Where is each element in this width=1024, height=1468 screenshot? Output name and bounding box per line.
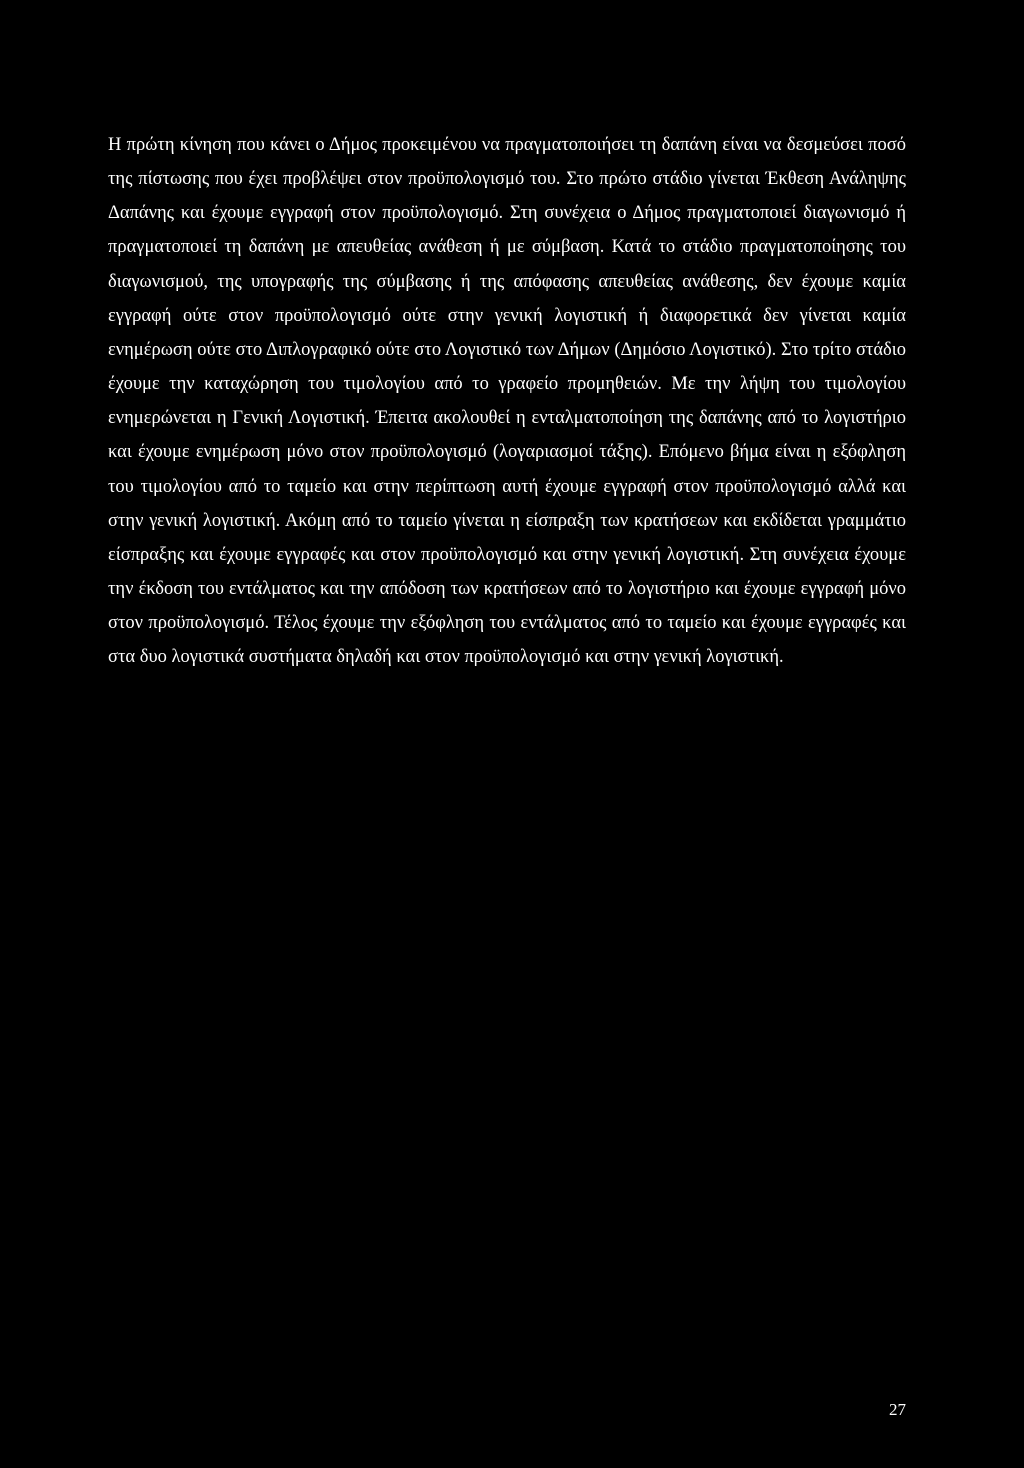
page-number: 27 xyxy=(889,1400,906,1419)
body-paragraph: Η πρώτη κίνηση που κάνει ο Δήμος προκειμένου να πραγματοποιήσει τη δαπάνη είναι να δεσμεύσει ποσό της πίστωσης που έχει προβλέψει στον προϋπολογισμό του. Στο πρώτο στάδιο γίνεται Έκθεση Ανάληψης Δαπάνης και έχουμε εγγραφή στον προϋπολογισμό. Στη συνέχεια ο Δήμος πραγματοποιεί διαγωνισμό ή πραγματοποιεί τη δαπάνη με απευθείας ανάθεση ή με σύμβαση. Κατά το στάδιο πραγματοποίησης του διαγωνισμού, της υπογραφής της σύμβασης ή της απόφασης απευθείας ανάθεσης, δεν έχουμε καμία εγγραφή ούτε στον προϋπολογισμό ούτε στην γενική λογιστική ή διαφορετικά δεν γίνεται καμία ενημέρωση ούτε στο Διπλογραφικό ούτε στο Λογιστικό των Δήμων (Δημόσιο Λογιστικό). Στο τρίτο στάδιο έχουμε την καταχώρηση του τιμολογίου από το γραφείο προμηθειών. Με την λήψη του τιμολογίου ενημερώνεται η Γενική Λογιστική. Έπειτα ακολουθεί η ενταλματοποίηση της δαπάνης από το λογιστήριο και έχουμε ενημέρωση μόνο στον προϋπολογισμό (λογαριασμοί τάξης). Επόμενο βήμα είναι η εξόφληση του τιμολογίου από το ταμείο και στην περίπτωση αυτή έχουμε εγγραφή στον προϋπολογισμό αλλά και στην γενική λογιστική. Ακόμη από το ταμείο γίνεται η είσπραξη των κρατήσεων και εκδίδεται γραμμάτιο είσπραξης και έχουμε εγγραφές και στον προϋπολογισμό και στην γενική λογιστική. Στη συνέχεια έχουμε την έκδοση του εντάλματος και την απόδοση των κρατήσεων από το λογιστήριο και έχουμε εγγραφή μόνο στον προϋπολογισμό. Τέλος έχουμε την εξόφληση του εντάλματος από το ταμείο και έχουμε εγγραφές και στα δυο λογιστικά συστήματα δηλαδή και στον προϋπολογισμό και στην γενική λογιστική. xyxy=(108,135,906,668)
